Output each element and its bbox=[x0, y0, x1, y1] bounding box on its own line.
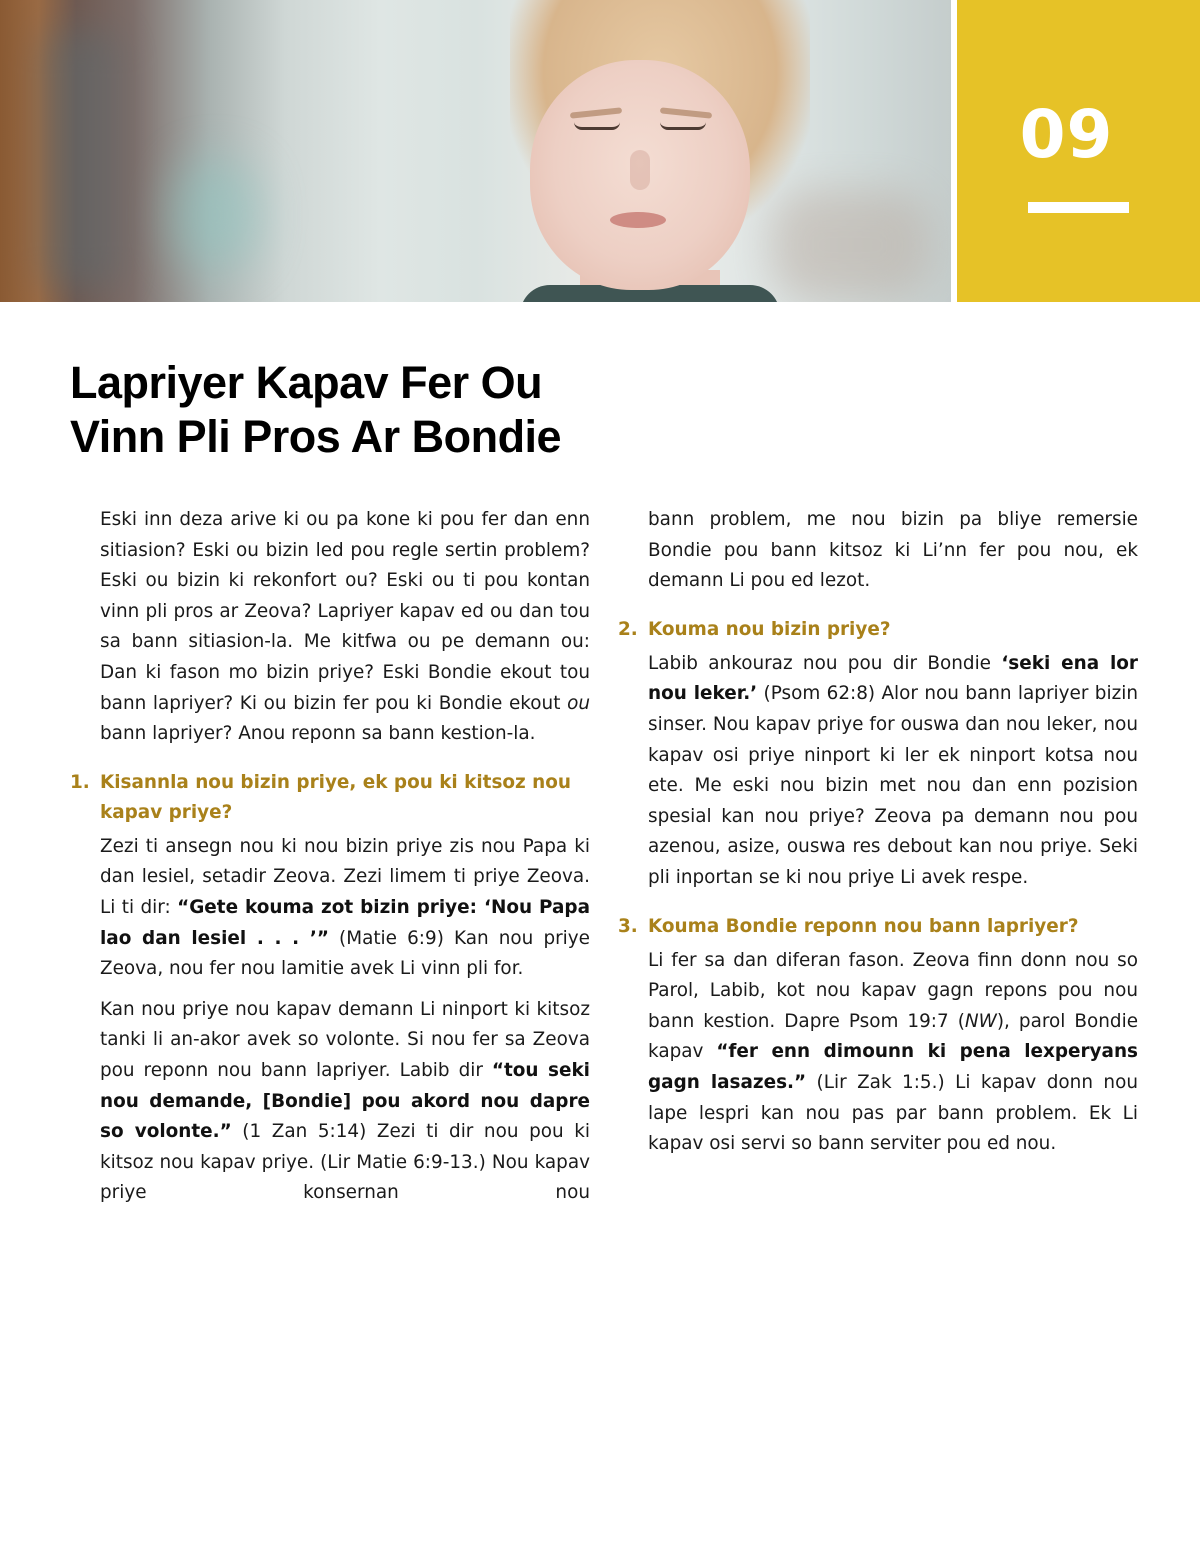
photo-closed-eye bbox=[660, 122, 706, 130]
question-heading-1 bbox=[70, 768, 590, 828]
question-heading-2 bbox=[618, 615, 1138, 645]
section-3-paragraph bbox=[618, 946, 1138, 1160]
body-text: (Lir Zak 1:5.) Li kapav donn nou lape lespri kan nou pas par bann problem. Ek Li kapav osi servi so bann serviter pou ed nou. bbox=[648, 1071, 1138, 1155]
photo-background-blur bbox=[170, 160, 260, 270]
intro-text: bann lapriyer? Anou reponn sa bann kestion-la. bbox=[100, 723, 536, 745]
intro-paragraph bbox=[70, 505, 590, 750]
question-text: Kouma nou bizin priye? bbox=[648, 618, 891, 640]
scripture-quote: “fer enn dimounn ki pena lexperyans gagn lasazes.” bbox=[648, 1041, 1138, 1093]
hero-photo bbox=[0, 0, 951, 302]
intro-italic: ou bbox=[567, 692, 590, 714]
section-1-paragraph-2-continued bbox=[618, 505, 1138, 597]
body-text: Kan nou priye nou kapav demann Li ninport ki kitsoz tanki li an-akor avek so volonte. Si nou fer sa Zeova pou reponn nou bann lapriyer. Labib dir bbox=[100, 998, 590, 1081]
section-1-paragraph-1 bbox=[70, 832, 590, 985]
lesson-number-text: 09 bbox=[1019, 96, 1114, 173]
scripture-quote: “Gete kouma zot bizin priye: ‘Nou Papa lao dan lesiel . . . ’” bbox=[100, 896, 590, 949]
scripture-quote: ‘seki ena lor nou leker.’ bbox=[648, 652, 1138, 705]
lesson-number bbox=[957, 96, 1200, 173]
body-text: (Psom 62:8) Alor nou bann lapriyer bizin sinser. Nou kapav priye for ouswa dan nou leker, nou kapav osi priye ninport ki ler ek ninport kotsa nou ete. Me eski nou bizin met nou dan enn pozision spesial kan nou priye? Zeova pa demann nou pou azenou, asize, ouswa res debout kan nou priye. Seki pli inportan se ki nou priye Li avek respe. bbox=[648, 683, 1138, 888]
body-text: Li fer sa dan diferan fason. Zeova finn donn nou so Parol, Labib, kot nou kapav gagn repons pou nou bann kestion. Dapre Psom 19:7 ( bbox=[648, 949, 1138, 1032]
translation-abbrev: NW bbox=[964, 1010, 997, 1032]
question-heading-3 bbox=[618, 912, 1138, 942]
lesson-title-line2: Vinn Pli Pros Ar Bondie bbox=[70, 411, 562, 462]
left-column bbox=[70, 505, 590, 1219]
lesson-title-line1: Lapriyer Kapav Fer Ou bbox=[70, 357, 543, 408]
body-text: Zezi ti ansegn nou ki nou bizin priye zis nou Papa ki dan lesiel, setadir Zeova. Zezi limem ti priye Zeova. Li ti dir: bbox=[100, 835, 590, 918]
body-text: (Matie 6:9) Kan nou priye Zeova, nou fer nou lamitie avek Li vinn pli for. bbox=[100, 927, 590, 980]
photo-closed-eye bbox=[574, 122, 620, 130]
lesson-title bbox=[70, 356, 690, 464]
body-text: bann problem, me nou bizin pa bliye remersie Bondie pou bann kitsoz ki Li’nn fer pou nou, ek demann Li pou ed lezot. bbox=[648, 509, 1138, 592]
intro-text: Eski inn deza arive ki ou pa kone ki pou fer dan enn sitiasion? Eski ou bizin led pou regle sertin problem? Eski ou bizin ki rekonfort ou? Eski ou ti pou kontan vinn pli pros ar Zeova? Lapriyer kapav ed ou dan tou sa bann sitiasion-la. Me kitfwa ou pe demann ou: Dan ki fason mo bizin priye? Eski Bondie ekout tou bann lapriyer? Ki ou bizin fer pou ki Bondie ekout bbox=[100, 509, 590, 714]
lesson-number-badge bbox=[957, 0, 1200, 302]
photo-background-blur bbox=[40, 30, 120, 290]
question-text: Kisannla nou bizin priye, ek pou ki kitsoz nou kapav priye? bbox=[100, 771, 571, 823]
photo-lips bbox=[610, 212, 666, 228]
section-1-paragraph-2 bbox=[70, 995, 590, 1209]
right-column bbox=[618, 505, 1138, 1170]
body-text: ), parol Bondie kapav bbox=[648, 1010, 1139, 1063]
question-number: 1. bbox=[70, 771, 90, 793]
section-2-paragraph bbox=[618, 649, 1138, 894]
photo-nose bbox=[630, 150, 650, 190]
scripture-quote: “tou seki nou demande, [Bondie] pou akord nou dapre so volonte.” bbox=[100, 1059, 590, 1143]
question-number: 3. bbox=[618, 915, 638, 937]
body-text: (1 Zan 5:14) Zezi ti dir nou pou ki kitsoz nou kapav priye. (Lir Matie 6:9-13.) Nou kapav priye konsernan nou bbox=[100, 1121, 590, 1204]
question-text: Kouma Bondie reponn nou bann lapriyer? bbox=[648, 915, 1079, 937]
lesson-number-underline bbox=[1028, 202, 1129, 213]
body-text: Labib ankouraz nou pou dir Bondie bbox=[648, 652, 1002, 674]
question-number: 2. bbox=[618, 618, 638, 640]
